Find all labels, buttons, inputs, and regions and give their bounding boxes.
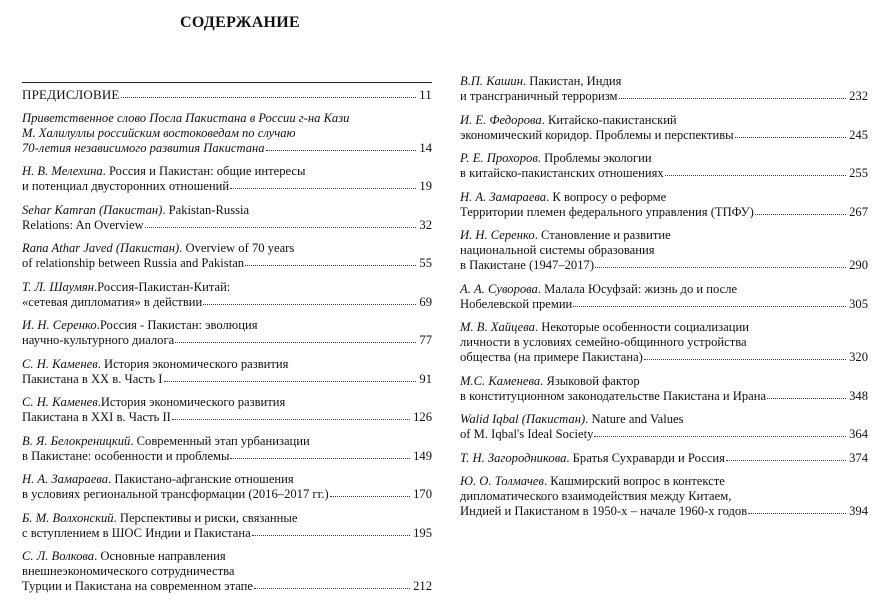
dot-leader [230, 448, 410, 459]
page-number: 232 [849, 89, 868, 103]
entry-last-line [460, 166, 868, 181]
dot-leader [594, 426, 846, 437]
entry-title-fragment: общества (на примере Пакистана) [460, 350, 643, 364]
entry-title-line [22, 564, 432, 579]
dot-leader [644, 349, 846, 360]
page-title: СОДЕРЖАНИЕ [179, 14, 301, 31]
entry-title-text: В. Я. Белокреницкий. Современный этап урбанизации [22, 433, 310, 448]
entry-title-fragment: Т. Н. Загородникова. Братья Сухраварди и Россия [460, 450, 725, 465]
entry-last-line [22, 256, 432, 271]
entry-title-line [22, 472, 432, 487]
dot-leader [595, 257, 846, 268]
entry-title-line [460, 74, 868, 89]
entry-title-fragment: в китайско-пакистанских отношениях [460, 166, 664, 180]
page-number: 212 [413, 579, 432, 593]
entry-title-text [460, 389, 766, 404]
entry-title-line [460, 243, 868, 258]
entry-title-text: И. Н. Серенко.Россия - Пакистан: эволюция [22, 318, 258, 332]
toc-entry[interactable] [22, 318, 432, 348]
toc-entry[interactable] [460, 320, 868, 365]
entry-title-text [22, 372, 163, 387]
entry-title-line [460, 320, 868, 335]
entry-title-fragment: of M. Iqbal's Ideal Society [460, 427, 594, 441]
entry-author: Н. В. Мелехина [22, 164, 103, 178]
entry-title-line [460, 151, 868, 166]
entry-title-fragment: ПРЕДИСЛОВИЕ [22, 87, 120, 102]
entry-last-line [22, 487, 432, 502]
toc-entry[interactable] [22, 87, 432, 102]
entry-title-line [460, 474, 868, 489]
toc-entry[interactable] [22, 111, 432, 156]
page-number: 348 [849, 388, 868, 403]
toc-entry[interactable] [22, 434, 432, 464]
entry-author: С. Л. Волкова [22, 549, 95, 563]
entry-last-line [22, 579, 432, 594]
entry-author: Т. Л. Шаумян [22, 279, 95, 294]
entry-title-text: личности в условиях семейно-общинного устройства [460, 335, 747, 349]
entry-author: В.П. Кашин [460, 74, 523, 88]
toc-entry[interactable] [460, 74, 868, 104]
entry-title-line [460, 282, 868, 297]
entry-last-line [460, 504, 868, 519]
entry-title-text [460, 128, 734, 143]
toc-entry[interactable] [460, 282, 868, 312]
page-number: 11 [419, 87, 432, 102]
entry-title-text: Ю. О. Толмачев. Кашмирский вопрос в контексте [460, 474, 725, 488]
entry-last-line [22, 410, 432, 425]
entry-title-line [460, 190, 868, 205]
entry-title-line [460, 113, 868, 128]
entry-title-text [460, 258, 594, 273]
toc-entry[interactable] [460, 190, 868, 220]
toc-left-column [22, 82, 432, 603]
entry-title-text [22, 410, 171, 425]
dot-leader [252, 525, 410, 536]
entry-title-fragment: 70-летия независимого развития Пакистана [22, 140, 265, 155]
entry-title-fragment: и потенциал двусторонних отношений [22, 179, 230, 193]
dot-leader [266, 140, 417, 151]
entry-last-line [22, 218, 432, 233]
entry-title-line [22, 241, 432, 256]
entry-title-text [22, 487, 329, 502]
page-number: 77 [419, 333, 432, 347]
entry-title-line [22, 549, 432, 564]
entry-title-fragment: Территории племен федерального управления (ТПФУ) [460, 204, 754, 219]
dot-leader [230, 178, 416, 189]
entry-author: И. Е. Федорова [460, 112, 542, 127]
entry-author: Н. А. Замараева [22, 472, 109, 486]
page-number: 55 [419, 256, 432, 270]
entry-title-fragment: в условиях региональной трансформации (2016–2017 гг.) [22, 487, 329, 501]
dot-leader [175, 332, 416, 343]
entry-author: М.С. Каменева [460, 373, 541, 388]
entry-last-line [460, 205, 868, 220]
entry-last-line [460, 451, 868, 466]
entry-title-text: Sehar Kamran (Пакистан). Pakistan-Russia [22, 202, 250, 217]
entry-author: В. Я. Белокреницкий [22, 433, 131, 448]
entry-last-line [460, 427, 868, 442]
entry-author: Б. М. Волхонский [22, 510, 114, 525]
entry-last-line [22, 333, 432, 348]
dot-leader [755, 204, 846, 215]
entry-author: М. В. Хайцева [460, 320, 535, 334]
entry-title-text [460, 205, 754, 220]
entry-last-line [22, 141, 432, 156]
entry-title-line [22, 511, 432, 526]
dot-leader [203, 294, 416, 305]
dot-leader [726, 450, 846, 461]
entry-title-fragment: в Пакистане: особенности и проблемы [22, 448, 230, 463]
toc-entry[interactable] [22, 549, 432, 594]
page-number: 290 [849, 258, 868, 272]
dot-leader [145, 217, 417, 228]
entry-title-text: М. Халилуллы российским востоковедам по случаю [22, 125, 296, 140]
entry-title-line [22, 434, 432, 449]
dot-leader [245, 255, 416, 266]
entry-last-line [22, 87, 432, 102]
entry-title-fragment: Нобелевской премии [460, 296, 573, 311]
entry-title-text: А. А. Суворова. Малала Юсуфзай: жизнь до и после [460, 281, 738, 296]
entry-title-text [22, 579, 253, 594]
dot-leader [619, 88, 847, 99]
entry-title-fragment: Пакистана в XX в. Часть I [22, 371, 163, 386]
entry-title-fragment: и трансграничный терроризм [460, 89, 618, 103]
entry-title-text [460, 89, 618, 104]
entry-author: Sehar Kamran (Пакистан) [22, 202, 163, 217]
page-number: 126 [413, 410, 432, 424]
page-number: 32 [419, 217, 432, 232]
entry-title-fragment: Турции и Пакистана на современном этапе [22, 579, 253, 593]
toc-entry[interactable] [22, 472, 432, 502]
page-number: 267 [849, 204, 868, 219]
toc-entry[interactable] [22, 395, 432, 425]
entry-title-text [22, 179, 229, 194]
toc-entry[interactable] [460, 151, 868, 181]
dot-leader [735, 127, 846, 138]
entry-author: И. Н. Серенко [460, 228, 535, 242]
entry-author: Ю. О. Толмачев [460, 474, 544, 488]
entry-title-text [22, 333, 174, 348]
entry-title-text: Н. А. Замараева. Пакистано-афганские отношения [22, 472, 294, 486]
entry-title-text [22, 295, 202, 310]
entry-title-text: М. В. Хайцева. Некоторые особенности социализации [460, 320, 749, 334]
entry-title-text [460, 451, 725, 466]
toc-entry[interactable] [22, 511, 432, 541]
entry-title-text: национальной системы образования [460, 243, 655, 257]
entry-title-text: Б. М. Волхонский. Перспективы и риски, связанные [22, 510, 298, 525]
entry-title-text: Приветственное слово Посла Пакистана в России г-на Кази [22, 110, 350, 125]
entry-title-text [460, 504, 747, 519]
entry-title-line [22, 357, 432, 372]
entry-title-text [460, 350, 643, 365]
entry-title-text [460, 297, 572, 312]
entry-title-fragment: «сетевая дипломатия» в действии [22, 294, 203, 309]
entry-title-line [460, 228, 868, 243]
entry-title-line [22, 203, 432, 218]
entry-title-text: Н. А. Замараева. К вопросу о реформе [460, 189, 667, 204]
page-number: 364 [849, 427, 868, 441]
toc-entry[interactable] [460, 474, 868, 519]
page-number: 170 [413, 487, 432, 501]
entry-title-text: В.П. Кашин. Пакистан, Индия [460, 74, 622, 88]
entry-title-line [22, 280, 432, 295]
entry-title-text [22, 526, 251, 541]
dot-leader [748, 503, 846, 514]
toc-entry[interactable] [460, 374, 868, 404]
entry-title-fragment: экономический коридор. Проблемы и перспективы [460, 127, 734, 142]
page-number: 14 [419, 140, 432, 155]
page-number: 195 [413, 525, 432, 540]
entry-title-fragment: Пакистана в XXI в. Часть II [22, 410, 171, 424]
entry-title-fragment: of relationship between Russia and Pakistan [22, 256, 245, 270]
page-number: 149 [413, 448, 432, 463]
entry-title-text: И. Е. Федорова. Китайско-пакистанский [460, 112, 677, 127]
entry-title-line [22, 126, 432, 141]
entry-title-text: дипломатического взаимодействия между Китаем, [460, 489, 732, 503]
page-number: 320 [849, 350, 868, 364]
toc-entry[interactable] [22, 203, 432, 233]
entry-title-line [22, 111, 432, 126]
page-number: 394 [849, 504, 868, 518]
entry-title-text [22, 141, 265, 156]
entry-title-text: И. Н. Серенко. Становление и развитие [460, 228, 671, 242]
toc-entry[interactable] [22, 357, 432, 387]
page-number: 305 [849, 296, 868, 311]
entry-title-text [460, 166, 664, 181]
entry-title-text: М.С. Каменева. Языковой фактор [460, 373, 640, 388]
entry-title-line [22, 164, 432, 179]
entry-title-text: С. Н. Каменев. История экономического развития [22, 356, 289, 371]
dot-leader [254, 578, 410, 589]
entry-title-text [460, 427, 593, 442]
entry-title-fragment: в конституционном законодательстве Пакистана и Ирана [460, 388, 767, 403]
entry-title-text: Rana Athar Javed (Пакистан). Overview of 70 years [22, 241, 295, 255]
entry-title-fragment: научно-культурного диалога [22, 333, 175, 347]
entry-last-line [460, 297, 868, 312]
dot-leader [767, 388, 846, 399]
entry-last-line [22, 179, 432, 194]
entry-title-fragment: с вступлением в ШОС Индии и Пакистана [22, 525, 251, 540]
page-number: 91 [419, 371, 432, 386]
entry-last-line [22, 295, 432, 310]
entry-title-text: внешнеэкономического сотрудничества [22, 564, 235, 578]
page-number: 245 [849, 127, 868, 142]
entry-last-line [22, 526, 432, 541]
entry-title-text: Walid Iqbal (Пакистан). Nature and Values [460, 412, 684, 426]
dot-leader [573, 296, 846, 307]
toc-entry[interactable] [460, 451, 868, 466]
entry-title-line [460, 489, 868, 504]
entry-title-line [22, 318, 432, 333]
entry-title-text [22, 256, 244, 271]
toc-right-column [460, 74, 868, 528]
page-number: 19 [419, 179, 432, 193]
entry-author: С. Н. Каменев [22, 356, 98, 371]
page-number: 374 [849, 450, 868, 465]
toc-entry[interactable] [22, 241, 432, 271]
entry-author: А. А. Суворова [460, 281, 538, 296]
entry-last-line [460, 128, 868, 143]
entry-title-text [22, 87, 120, 102]
entry-last-line [460, 389, 868, 404]
entry-title-text: Т. Л. Шаумян.Россия-Пакистан-Китай: [22, 279, 231, 294]
toc-entry[interactable] [460, 228, 868, 273]
toc-entry[interactable] [22, 280, 432, 310]
dot-leader [172, 409, 410, 420]
entry-title-fragment: в Пакистане (1947–2017) [460, 258, 595, 272]
entry-title-text: С. Н. Каменев.История экономического развития [22, 395, 286, 409]
page-number: 69 [419, 294, 432, 309]
entry-last-line [460, 350, 868, 365]
entry-author: Walid Iqbal (Пакистан) [460, 412, 586, 426]
dot-leader [121, 87, 417, 98]
dot-leader [330, 486, 410, 497]
entry-title-fragment: Индией и Пакистаном в 1950-х – начале 1960-х годов [460, 504, 748, 518]
entry-author: Т. Н. Загородникова [460, 450, 567, 465]
entry-title-line [460, 335, 868, 350]
entry-last-line [460, 89, 868, 104]
entry-title-text: С. Л. Волкова. Основные направления [22, 549, 226, 563]
dot-leader [164, 371, 417, 382]
entry-title-line [460, 374, 868, 389]
toc-entry[interactable] [22, 164, 432, 194]
entry-last-line [460, 258, 868, 273]
entry-title-line [22, 395, 432, 410]
toc-entry[interactable] [460, 113, 868, 143]
entry-author: Rana Athar Javed (Пакистан) [22, 241, 180, 255]
entry-title-line [460, 412, 868, 427]
page-number: 255 [849, 166, 868, 180]
dot-leader [665, 165, 846, 176]
entry-author: Р. Е. Прохоров [460, 151, 538, 165]
entry-last-line [22, 372, 432, 387]
entry-title-fragment: Relations: An Overview [22, 217, 144, 232]
entry-author: И. Н. Серенко [22, 318, 97, 332]
entry-author: Н. А. Замараева [460, 189, 547, 204]
entry-last-line [22, 449, 432, 464]
entry-title-text: Н. В. Мелехина. Россия и Пакистан: общие интересы [22, 164, 306, 178]
toc-entry[interactable] [460, 412, 868, 442]
entry-title-text [22, 449, 229, 464]
entry-title-text [22, 218, 144, 233]
entry-title-text: Р. Е. Прохоров. Проблемы экологии [460, 151, 652, 165]
entry-author: С. Н. Каменев [22, 395, 98, 409]
